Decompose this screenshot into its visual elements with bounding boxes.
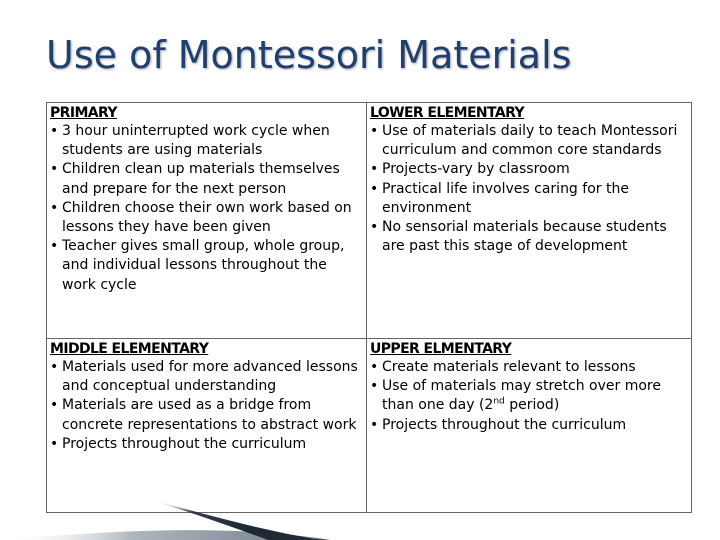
list-item [50,199,362,237]
list-item-text: Materials used for more advanced lessons and conceptual understanding [62,359,358,395]
list-item [50,396,362,434]
list-item-text: No sensorial materials because students are past this stage of development [382,219,667,255]
list-item [50,122,362,160]
list-item-text: Create materials relevant to lessons [382,359,636,375]
bullet-icon: • [50,435,59,452]
list-item-text: Projects-vary by classroom [382,161,570,178]
slide-title: Use of Montessori Materials [46,33,572,77]
primary-list [50,122,362,295]
bullet-icon: • [370,378,379,395]
lower-elementary-heading: LOWER ELEMENTARY [370,105,525,121]
upper-elementary-list [370,358,687,435]
upper-elementary-heading: UPPER ELMENTARY [370,341,512,357]
list-item-text: Use of materials daily to teach Montessori curriculum and common core standards [382,123,678,159]
list-item-text: Practical life involves caring for the environment [382,180,629,216]
bullet-icon: • [50,199,59,216]
list-item [370,122,687,160]
bullet-icon: • [370,219,379,236]
list-item-text: Use of materials may stretch over more than one day (2 [382,378,661,414]
list-item [370,358,687,377]
bullet-icon: • [50,359,59,375]
middle-elementary-list [50,358,362,454]
superscript-text: nd [493,396,505,407]
bullet-icon: • [370,180,379,197]
primary-cell [47,103,367,339]
list-item [370,180,687,218]
bullet-icon: • [370,359,379,375]
list-item [50,160,362,198]
list-item-text-continued: period) [504,397,560,414]
list-item-text: Projects throughout the curriculum [62,435,307,452]
list-item [370,377,687,415]
list-item [370,416,687,435]
list-item-text: Children clean up materials themselves and prepare for the next person [62,161,340,197]
list-item [370,218,687,256]
bullet-icon: • [50,397,59,414]
bullet-icon: • [50,161,59,178]
list-item-text: 3 hour uninterrupted work cycle when students are using materials [62,123,330,159]
list-item [370,160,687,179]
primary-heading: PRIMARY [50,105,117,121]
bullet-icon: • [370,416,379,433]
middle-elementary-heading: MIDDLE ELEMENTARY [50,341,209,357]
bullet-icon: • [370,161,379,178]
bullet-icon: • [370,123,379,139]
list-item [50,237,362,295]
middle-elementary-cell [47,339,367,513]
list-item [50,358,362,396]
upper-elementary-cell [367,339,692,513]
list-item-text: Materials are used as a bridge from concrete representations to abstract work [62,397,357,433]
list-item-text: Children choose their own work based on lessons they have been given [62,199,352,236]
list-item-text: Projects throughout the curriculum [382,416,627,433]
decorative-swoosh [0,500,720,540]
list-item [50,435,362,454]
bullet-icon: • [50,123,59,139]
lower-elementary-cell [367,103,692,339]
list-item-text: Teacher gives small group, whole group, and individual lessons throughout the work cycle [62,238,345,293]
materials-table [46,102,692,513]
bullet-icon: • [50,238,59,255]
lower-elementary-list [370,122,687,256]
